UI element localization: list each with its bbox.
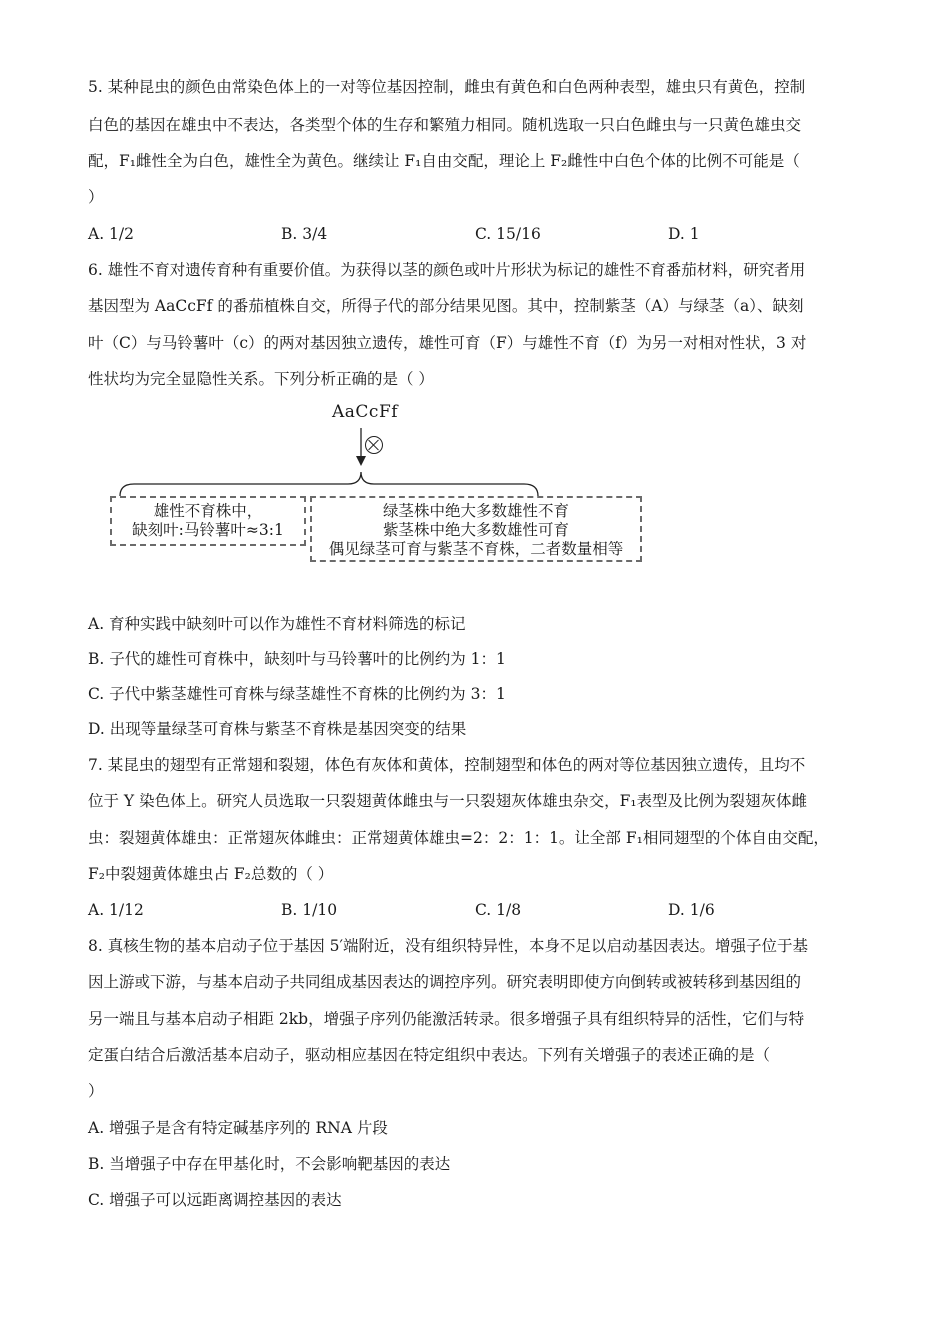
stem-color-line-1: 绿茎株中绝大多数雄性不育	[382, 502, 569, 520]
q7-option-b: B. 1/10	[281, 901, 338, 919]
q5-option-c: C. 15/16	[475, 225, 541, 243]
q8-line-3: 另一端且与基本启动子相距 2kb，增强子序列仍能激活转录。很多增强子具有组织特异的活性，它们与特	[88, 1010, 805, 1028]
q8-option-b: B. 当增强子中存在甲基化时，不会影响靶基因的表达	[88, 1155, 451, 1173]
q7-line-3: 虫：裂翅黄体雄虫：正常翅灰体雌虫：正常翅黄体雄虫=2：2：1：1。让全部 F₁相同翅型的个体自由交配，	[88, 829, 829, 847]
q6-line-1: 6. 雄性不育对遗传育种有重要价值。为获得以茎的颜色或叶片形状为标记的雄性不育番茄材料，研究者用	[88, 261, 806, 279]
q5-option-d: D. 1	[668, 225, 700, 243]
q7-line-4: F₂中裂翅黄体雄虫占 F₂总数的（ ）	[88, 865, 334, 883]
q6-option-b: B. 子代的雄性可育株中，缺刻叶与马铃薯叶的比例约为 1：1	[88, 650, 506, 668]
q7-option-c: C. 1/8	[475, 901, 522, 919]
q6-option-d: D. 出现等量绿茎可育株与紫茎不育株是基因突变的结果	[88, 720, 467, 738]
down-arrow-head	[356, 456, 366, 466]
q5-option-b: B. 3/4	[281, 225, 328, 243]
q7-line-1: 7. 某昆虫的翅型有正常翅和裂翅，体色有灰体和黄体，控制翅型和体色的两对等位基因独立遗传，且均不	[88, 756, 806, 774]
q6-line-2: 基因型为 AaCcFf 的番茄植株自交，所得子代的部分结果见图。其中，控制紫茎（A）与绿茎（a）、缺刻	[88, 297, 804, 315]
selfing-symbol-icon	[365, 436, 383, 454]
stem-color-line-3: 偶见绿茎可育与紫茎不育株，二者数量相等	[328, 540, 624, 558]
q8-line-1: 8. 真核生物的基本启动子位于基因 5′端附近，没有组织特异性，本身不足以启动基因表达。增强子位于基	[88, 937, 809, 955]
q6-line-4: 性状均为完全显隐性关系。下列分析正确的是（ ）	[88, 370, 434, 388]
q7-option-a: A. 1/12	[88, 901, 144, 919]
q8-line-4: 定蛋白结合后激活基本启动子，驱动相应基因在特定组织中表达。下列有关增强子的表述正确的是（	[88, 1046, 771, 1064]
q5-line-2: 白色的基因在雄虫中不表达，各类型个体的生存和繁殖力相同。随机选取一只白色雌虫与一只黄色雄虫交	[88, 116, 802, 134]
male-sterile-line-2: 缺刻叶:马铃薯叶≈3:1	[132, 521, 284, 539]
male-sterile-line-1: 雄性不育株中，	[153, 502, 263, 520]
q8-line-2: 因上游或下游，与基本启动子共同组成基因表达的调控序列。研究表明即使方向倒转或被转移到基因组的	[88, 973, 802, 991]
q5-option-a: A. 1/2	[88, 225, 134, 243]
q6-line-3: 叶（C）与马铃薯叶（c）的两对基因独立遗传，雄性可育（F）与雄性不育（f）为另一对相对性状，3 对	[88, 334, 807, 352]
stem-color-box	[310, 496, 642, 562]
q8-option-a: A. 增强子是含有特定碱基序列的 RNA 片段	[88, 1119, 388, 1137]
q7-line-2: 位于 Y 染色体上。研究人员选取一只裂翅黄体雌虫与一只裂翅灰体雄虫杂交，F₁表型及比例为裂翅灰体雌	[88, 792, 808, 810]
q8-option-c: C. 增强子可以远距离调控基因的表达	[88, 1191, 342, 1209]
cross-diagram	[100, 398, 660, 578]
q7-option-d: D. 1/6	[668, 901, 715, 919]
q5-line-4: ）	[88, 188, 104, 206]
q5-line-3: 配，F₁雌性全为白色，雄性全为黄色。继续让 F₁自由交配，理论上 F₂雌性中白色个体的比例不可能是（	[88, 152, 800, 170]
male-sterile-box	[110, 496, 306, 546]
stem-color-line-2: 紫茎株中绝大多数雄性可育	[382, 521, 569, 539]
q8-line-5: ）	[88, 1082, 104, 1100]
parent-genotype: AaCcFf	[332, 402, 399, 422]
q6-option-a: A. 育种实践中缺刻叶可以作为雄性不育材料筛选的标记	[88, 615, 466, 633]
q6-option-c: C. 子代中紫茎雄性可育株与绿茎雄性不育株的比例约为 3：1	[88, 685, 506, 703]
q5-line-1: 5. 某种昆虫的颜色由常染色体上的一对等位基因控制，雌虫有黄色和白色两种表型，雄虫只有黄色，控制	[88, 78, 806, 96]
offspring-brace	[120, 472, 538, 496]
